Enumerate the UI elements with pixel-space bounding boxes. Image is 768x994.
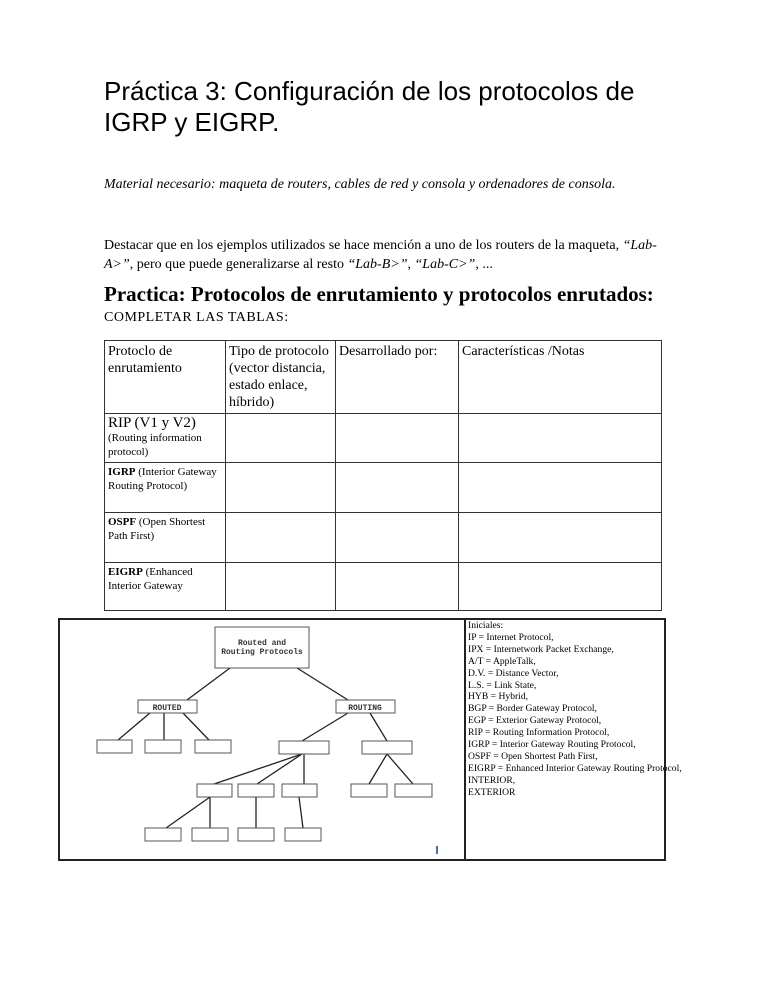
protocol-full: (Open Shortest Path First) <box>108 516 206 542</box>
protocol-abbr: EIGRP <box>108 566 143 578</box>
protocol-abbr: RIP (V1 y V2) <box>108 415 196 431</box>
initials-legend <box>468 620 682 799</box>
initials-line: BGP = Border Gateway Protocol, <box>468 703 597 715</box>
initials-line: EGP = Exterior Gateway Protocol, <box>468 715 602 727</box>
initials-line: IGRP = Interior Gateway Routing Protocol, <box>468 739 636 751</box>
blank-node <box>192 828 228 841</box>
blank-node <box>279 741 329 754</box>
blank-node <box>238 784 274 797</box>
routing-label: ROUTING <box>348 704 382 713</box>
initials-line: HYB = Hybrid, <box>468 691 529 703</box>
text: Destacar que en los ejemplos utilizados se hace mención a uno de los routers de la maqueta, <box>104 238 623 253</box>
blank-node <box>238 828 274 841</box>
section-heading: Practica: Protocolos de enrutamiento y protocolos enrutados: <box>104 282 654 306</box>
material-text: Material necesario: maqueta de routers, cables de red y consola y ordenadores de consola. <box>104 177 616 192</box>
initials-line: IPX = Internetwork Packet Exchange, <box>468 643 614 655</box>
blank-node <box>97 740 132 753</box>
blank-node <box>351 784 387 797</box>
blank-node <box>145 740 181 753</box>
initials-line: OSPF = Open Shortest Path First, <box>468 750 598 762</box>
protocol-full: (Enhanced Interior Gateway <box>108 566 193 592</box>
subheading: COMPLETAR LAS TABLAS: <box>104 310 289 325</box>
initials-line: INTERIOR, <box>468 774 516 786</box>
cursor-mark <box>436 846 438 854</box>
tree-nodes <box>97 627 432 841</box>
protocol-abbr: OSPF <box>108 516 137 528</box>
initials-line: RIP = Routing Information Protocol, <box>468 727 610 739</box>
header-cell: Protoclo de enrutamiento <box>105 341 226 414</box>
blank-node <box>362 741 412 754</box>
text: , <box>407 257 415 272</box>
initials-line: A/T = AppleTalk, <box>468 655 536 667</box>
protocol-full: (Routing information protocol) <box>108 432 202 458</box>
initials-line: EXTERIOR <box>468 786 516 798</box>
lab-c: “Lab-C>” <box>414 257 476 272</box>
protocol-abbr: IGRP <box>108 466 136 478</box>
blank-node <box>395 784 432 797</box>
blank-node <box>285 828 321 841</box>
text: , pero que puede generalizarse al resto <box>129 257 348 272</box>
initials-line: L.S. = Link State, <box>468 679 537 691</box>
root-label-2: Routing Protocols <box>221 648 303 657</box>
header-cell: Desarrollado por: <box>336 341 459 414</box>
lab-a: “Lab-A>” <box>104 238 657 272</box>
blank-node <box>195 740 231 753</box>
header-cell: Características /Notas <box>459 341 662 414</box>
header-cell: Tipo de protocolo (vector distancia, estado enlace, híbrido) <box>226 341 336 414</box>
blank-node <box>145 828 181 841</box>
blank-node <box>282 784 317 797</box>
lab-b: “Lab-B>” <box>347 257 408 272</box>
initials-line: EIGRP = Enhanced Interior Gateway Routing Protocol, <box>468 762 682 774</box>
routed-label: ROUTED <box>152 704 182 713</box>
initials-line: Iniciales: <box>468 620 504 631</box>
root-label-1: Routed and <box>237 639 287 648</box>
blank-node <box>197 784 232 797</box>
page-title: Práctica 3: Configuración de los protocolos de IGRP y EIGRP. <box>104 76 635 137</box>
protocol-full: (Interior Gateway Routing Protocol) <box>108 466 217 492</box>
text: , ... <box>475 257 493 272</box>
initials-line: IP = Internet Protocol, <box>468 631 554 643</box>
initials-line: D.V. = Distance Vector, <box>468 667 559 679</box>
